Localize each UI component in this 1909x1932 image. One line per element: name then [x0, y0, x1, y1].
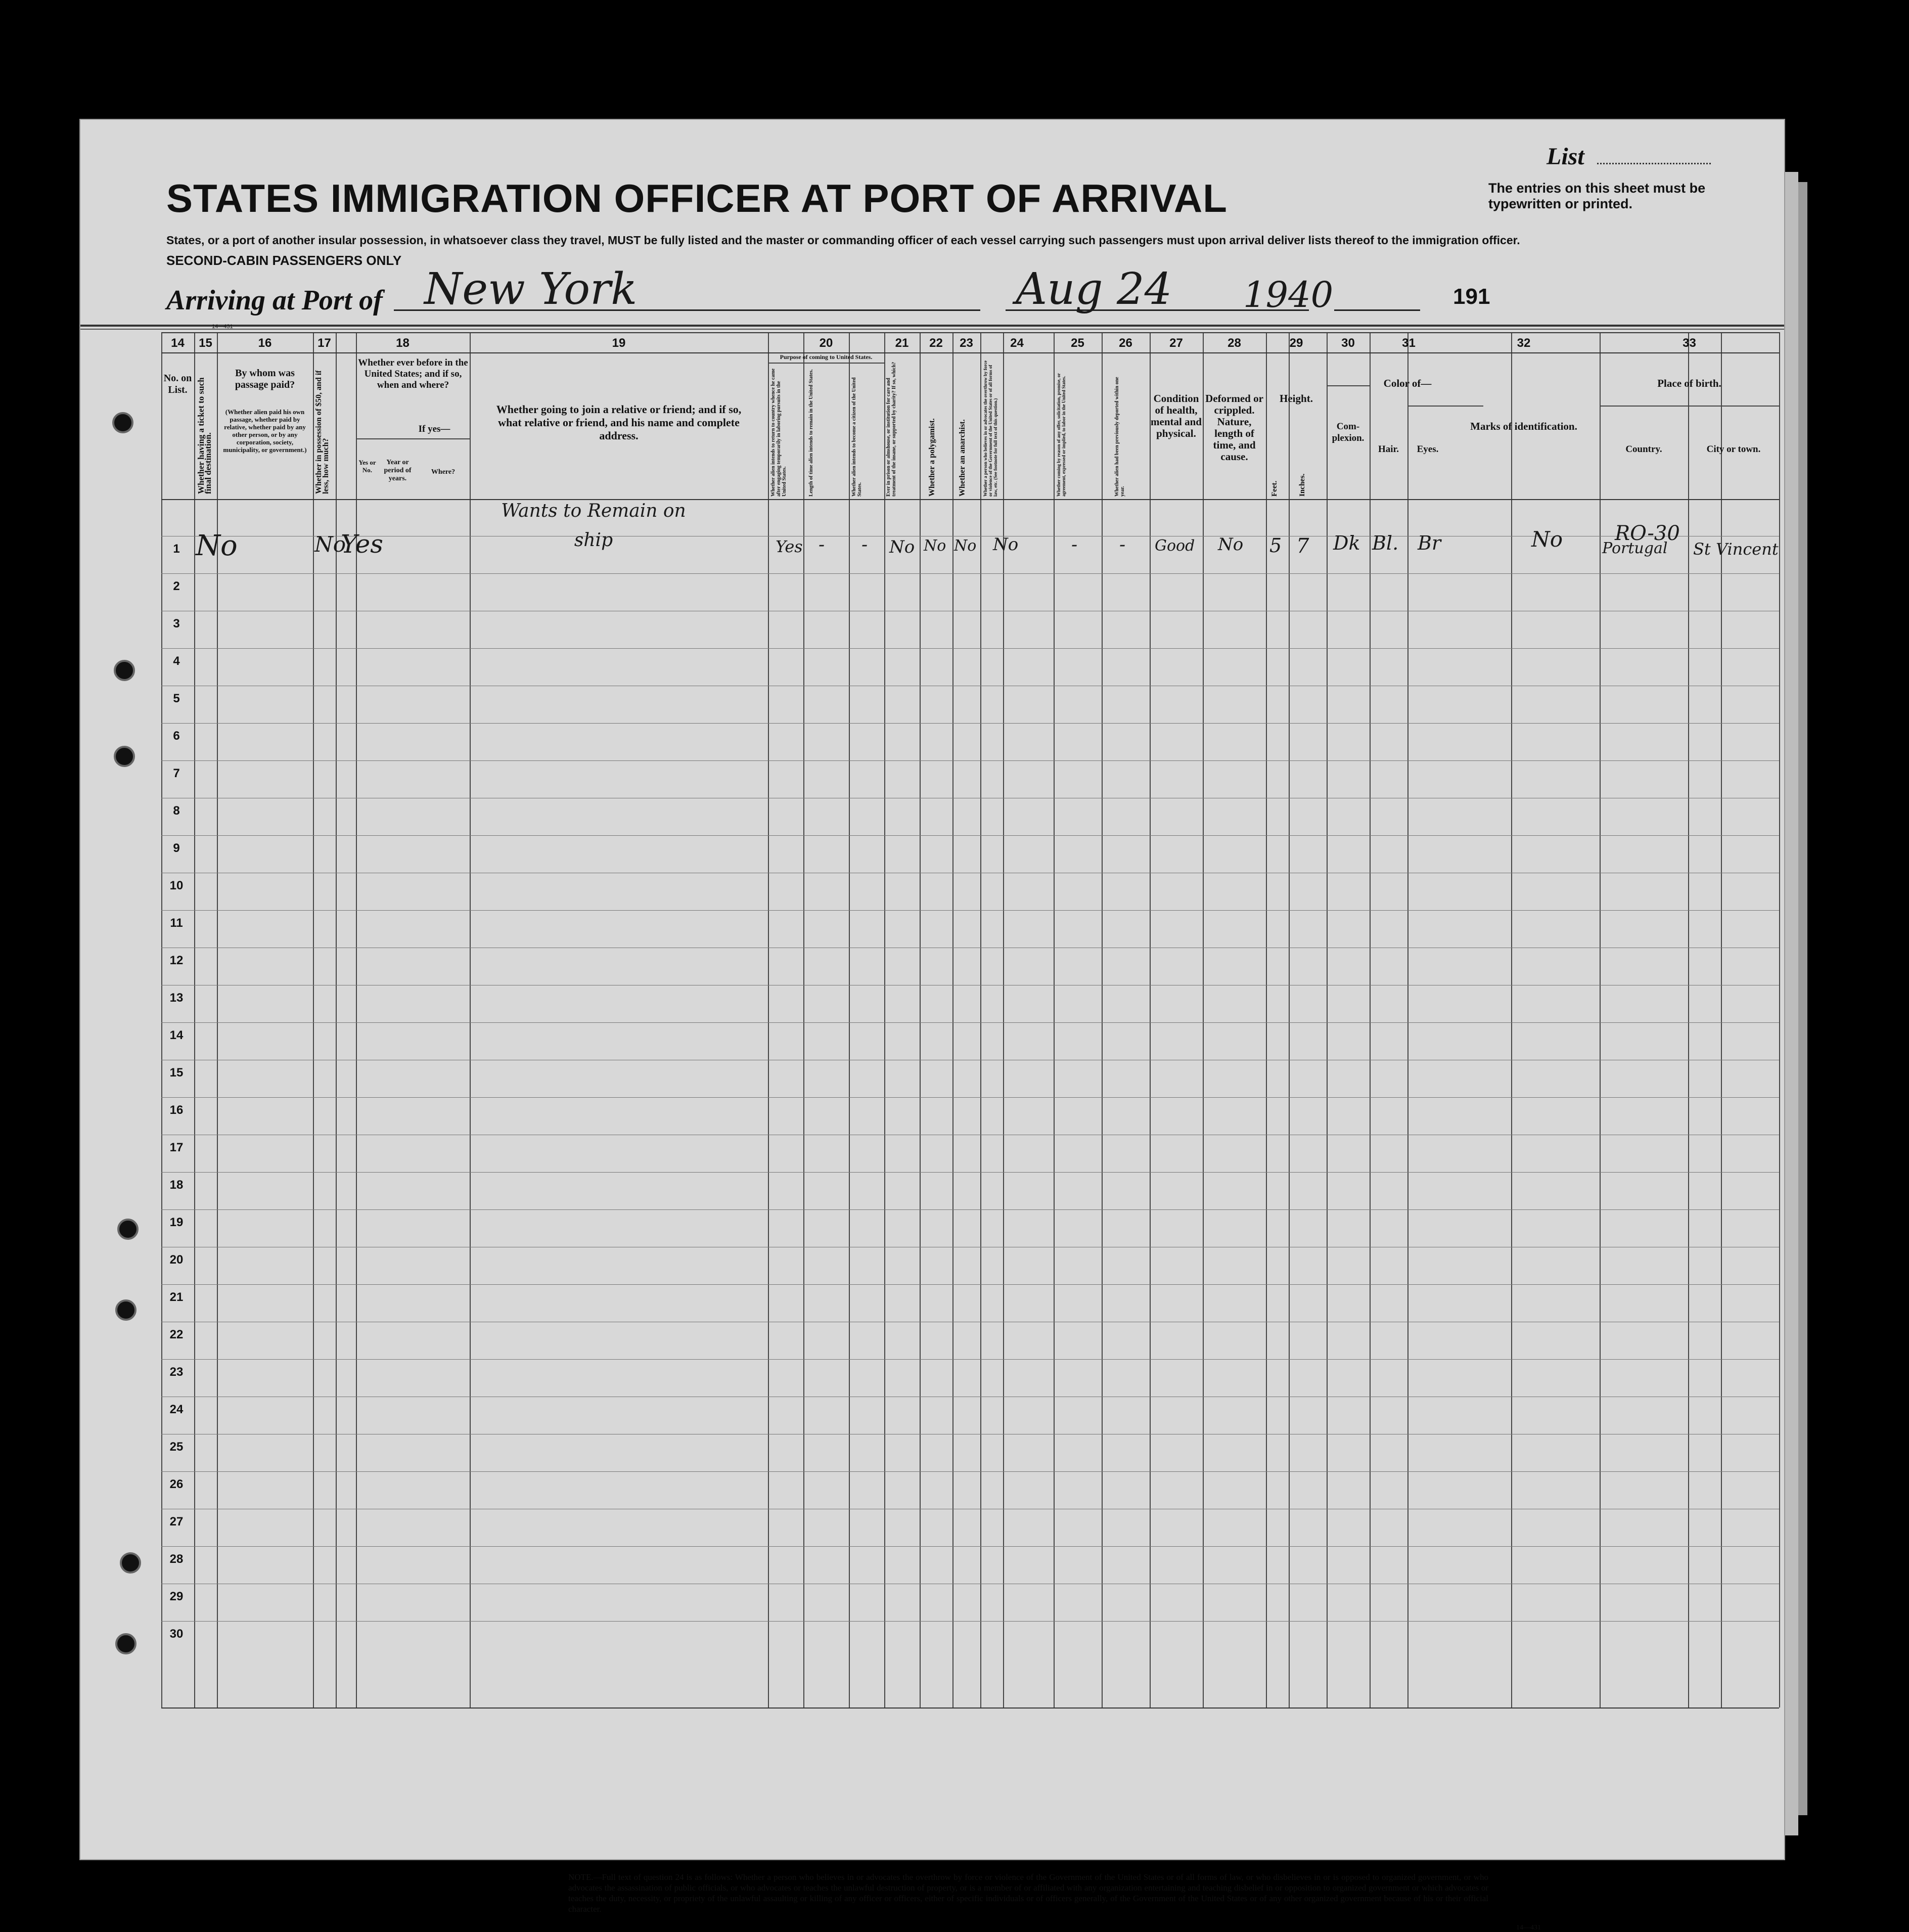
entry-ticket: No [196, 529, 238, 562]
row-number: 17 [169, 1141, 184, 1154]
header-yes-no: Yes or No. [358, 459, 376, 474]
entry-before-in-us: Yes [341, 529, 383, 559]
row-number: 26 [169, 1477, 184, 1491]
header-rule [80, 325, 1784, 327]
entry-marks: No [1531, 527, 1563, 552]
row-number: 13 [169, 991, 184, 1005]
underlying-page-edge [1783, 172, 1798, 1835]
footnote: NOTE.—Full text of question 24 is as follows: Whether a person who believes in or advocates the overthrow by force or violence of the Government of the United States or of all forms of law, or who disbelieves in or is opposed to organized government, or who advocates the assassination of public officials, or who advocates or teaches the unlawful destruction of property, or is a member of or affiliated with any organization entertaining and teaching disbelief in or opposition to organized government or which advocates or teaches the duty, necessity, or propriety of the unlawful assaulting or killing of any officer or officers, either of specific individuals or of officers generally, of the Government of the United States or of any other organized government because of his or their official character. [568, 1872, 1488, 1914]
row-number: 20 [169, 1253, 184, 1267]
header-color-of: Color of— [1383, 377, 1432, 389]
row-number: 27 [169, 1515, 184, 1529]
header-join-relative: Whether going to join a relative or friend; and if so, what relative or friend, and his name and complete address. [496, 403, 742, 442]
colnum-15: 15 [199, 336, 212, 350]
arriving-label: Arriving at Port of [166, 285, 383, 316]
header-prison: Ever in prison or almshouse, or institution for care and treatment of the insane, or supported by charity? If so, which? [886, 362, 897, 497]
entries-note: The entries on this sheet must be typewritten or printed. [1488, 181, 1706, 211]
header-return-intent: Whether alien intends to return to country whence he came after engaging temporarily in laboring pursuits in the United States. [770, 368, 787, 497]
entry-return-intent: Yes [776, 537, 803, 556]
row-number: 18 [169, 1178, 184, 1192]
row-number: 2 [173, 579, 180, 593]
footnote-code: 14—431 [1516, 1924, 1541, 1931]
row-number: 21 [169, 1290, 184, 1304]
row-number: 28 [169, 1552, 184, 1566]
colnum-14: 14 [171, 336, 185, 350]
colnum-21: 21 [895, 336, 909, 350]
date-value: Aug 24 [1016, 264, 1172, 314]
printed-year: 191 [1453, 284, 1490, 309]
entry-deformed: No [1218, 534, 1244, 555]
entry-polygamist: No [924, 537, 946, 555]
entry-join-relative: Wants to Remain on ship [501, 501, 686, 551]
row-number: 14 [169, 1028, 184, 1042]
header-length-stay: Length of time alien intends to remain in the United States. [808, 369, 814, 497]
header-health: Condition of health, mental and physical. [1151, 392, 1202, 439]
binder-hole [112, 412, 133, 433]
entry-eyes: Br [1418, 532, 1441, 554]
header-feet: Feet. [1270, 480, 1279, 497]
header-complexion: Com- plexion. [1332, 421, 1365, 443]
entry-fifty-dollars: No [314, 532, 346, 557]
header-deformed: Deformed or crippled. Nature, length of time, and cause. [1205, 392, 1263, 463]
header-overthrow: Whether a person who believes in or advocates the overthrow by force or violence of the Government of the United States or of all forms of law, etc. (See footnote for full text of this question.) [983, 360, 998, 497]
header-period: Year or period of years. [384, 459, 412, 482]
row-number: 15 [169, 1066, 184, 1080]
binder-hole [115, 1299, 137, 1321]
colnum-19: 19 [612, 336, 626, 350]
header-place-of-birth: Place of birth. [1657, 377, 1721, 389]
row-number: 4 [173, 654, 180, 668]
entry-health: Good [1155, 537, 1195, 555]
header-rule-2 [80, 329, 1784, 330]
colnum-17: 17 [317, 336, 331, 350]
colnum-26: 26 [1119, 336, 1132, 350]
header-before-in-us: Whether ever before in the United States; and if so, when and where? [358, 357, 468, 390]
header-polygamist: Whether a polygamist. [928, 418, 936, 497]
colnum-27: 27 [1169, 336, 1183, 350]
entry-country-note: RO-30 [1615, 522, 1680, 545]
entry-feet: 5 [1269, 534, 1282, 557]
colnum-33: 33 [1683, 336, 1696, 350]
row-number: 7 [173, 767, 180, 780]
row-number: 22 [169, 1328, 184, 1341]
row-number: 30 [169, 1627, 184, 1641]
row-number: 16 [169, 1103, 184, 1117]
entry-length-stay: - [819, 534, 825, 555]
colnum-18: 18 [396, 336, 410, 350]
intro-text: States, or a port of another insular possession, in whatsoever class they travel, MUST be fully listed and the master or commanding officer of each vessel carrying such passengers must upon arrival deliver lists thereof to the immigration officer. [166, 234, 1520, 247]
binder-hole [114, 660, 135, 681]
entry-deported: - [1119, 534, 1126, 555]
entry-anarchist: No [954, 537, 977, 555]
entry-overthrow: No [993, 534, 1019, 555]
header-city: City or town. [1706, 444, 1761, 455]
port-value: New York [424, 264, 638, 314]
underlying-page-edge-2 [1798, 182, 1807, 1815]
header-height: Height. [1280, 392, 1313, 405]
second-cabin-label: SECOND-CABIN PASSENGERS ONLY [166, 253, 402, 268]
binder-hole [114, 746, 135, 767]
header-ticket: Whether having a ticket to such final destination. [196, 377, 213, 494]
year-value: 1940 [1243, 274, 1334, 316]
header-deported: Whether alien had been previously deported within one year. [1114, 377, 1125, 497]
form-code: 14—431 [212, 324, 233, 330]
header-where: Where? [431, 468, 456, 476]
entry-country: Portugal [1602, 540, 1668, 557]
row-number: 25 [169, 1440, 184, 1454]
header-eyes: Eyes. [1417, 444, 1439, 455]
binder-hole [117, 1219, 139, 1240]
year-line [1334, 309, 1420, 311]
colnum-29: 29 [1289, 336, 1303, 350]
colnum-23: 23 [960, 336, 973, 350]
list-number-line [1597, 163, 1711, 164]
row-number: 9 [173, 841, 180, 855]
row-number: 3 [173, 617, 180, 631]
row-number: 6 [173, 729, 180, 743]
row-number: 19 [169, 1216, 184, 1229]
binder-hole [120, 1552, 141, 1574]
colnum-16: 16 [258, 336, 272, 350]
colnum-32: 32 [1517, 336, 1531, 350]
manifest-table [161, 332, 1779, 1708]
row-number: 24 [169, 1403, 184, 1416]
manifest-sheet [79, 119, 1785, 1931]
colnum-30: 30 [1341, 336, 1355, 350]
header-marks: Marks of identification. [1470, 420, 1577, 432]
row-number: 23 [169, 1365, 184, 1379]
header-anarchist: Whether an anarchist. [958, 419, 967, 497]
header-country: Country. [1625, 444, 1662, 455]
entry-citizen-intent: - [861, 534, 868, 555]
page-title: STATES IMMIGRATION OFFICER AT PORT OF ARRIVAL [166, 176, 1228, 220]
header-hair: Hair. [1378, 444, 1399, 455]
header-inches: Inches. [1298, 473, 1306, 497]
row-number: 5 [173, 692, 180, 705]
entry-complexion: Dk [1333, 532, 1360, 554]
row-number: 12 [169, 954, 184, 967]
row-number: 1 [173, 542, 180, 556]
colnum-24: 24 [1010, 336, 1024, 350]
header-fifty-dollars: Whether in possession of $50, and if less, how much? [314, 370, 330, 494]
row-number: 29 [169, 1590, 184, 1603]
row-number: 11 [170, 916, 183, 930]
header-citizen-intent: Whether alien intends to become a citizen of the United States. [851, 377, 862, 497]
colnum-20: 20 [819, 336, 833, 350]
binder-hole [115, 1633, 137, 1654]
header-purpose: Purpose of coming to United States. [780, 353, 873, 361]
header-passage-paid: By whom was passage paid? [235, 368, 295, 390]
colnum-25: 25 [1071, 336, 1084, 350]
header-if-yes: If yes— [418, 424, 450, 434]
list-label: List [1547, 143, 1584, 170]
entry-inches: 7 [1296, 534, 1309, 558]
entry-city: St Vincent [1693, 540, 1779, 559]
entry-prison: No [889, 537, 915, 557]
header-no-on-list: No. on List. [163, 373, 192, 395]
entry-hair: Bl. [1372, 532, 1399, 554]
colnum-31: 31 [1402, 336, 1416, 350]
header-labor-offer: Whether coming by reason of any offer, solicitation, promise, or agreement, expressed or implied, to labor in the United States. [1056, 373, 1066, 497]
colnum-22: 22 [929, 336, 943, 350]
row-number: 8 [173, 804, 180, 818]
header-passage-paid-sub: (Whether alien paid his own passage, whether paid by relative, whether paid by any other person, or by any corporation, society, municipality, or government.) [223, 408, 307, 454]
colnum-28: 28 [1228, 336, 1241, 350]
entry-labor-offer: - [1071, 534, 1078, 555]
row-number: 10 [169, 879, 184, 892]
